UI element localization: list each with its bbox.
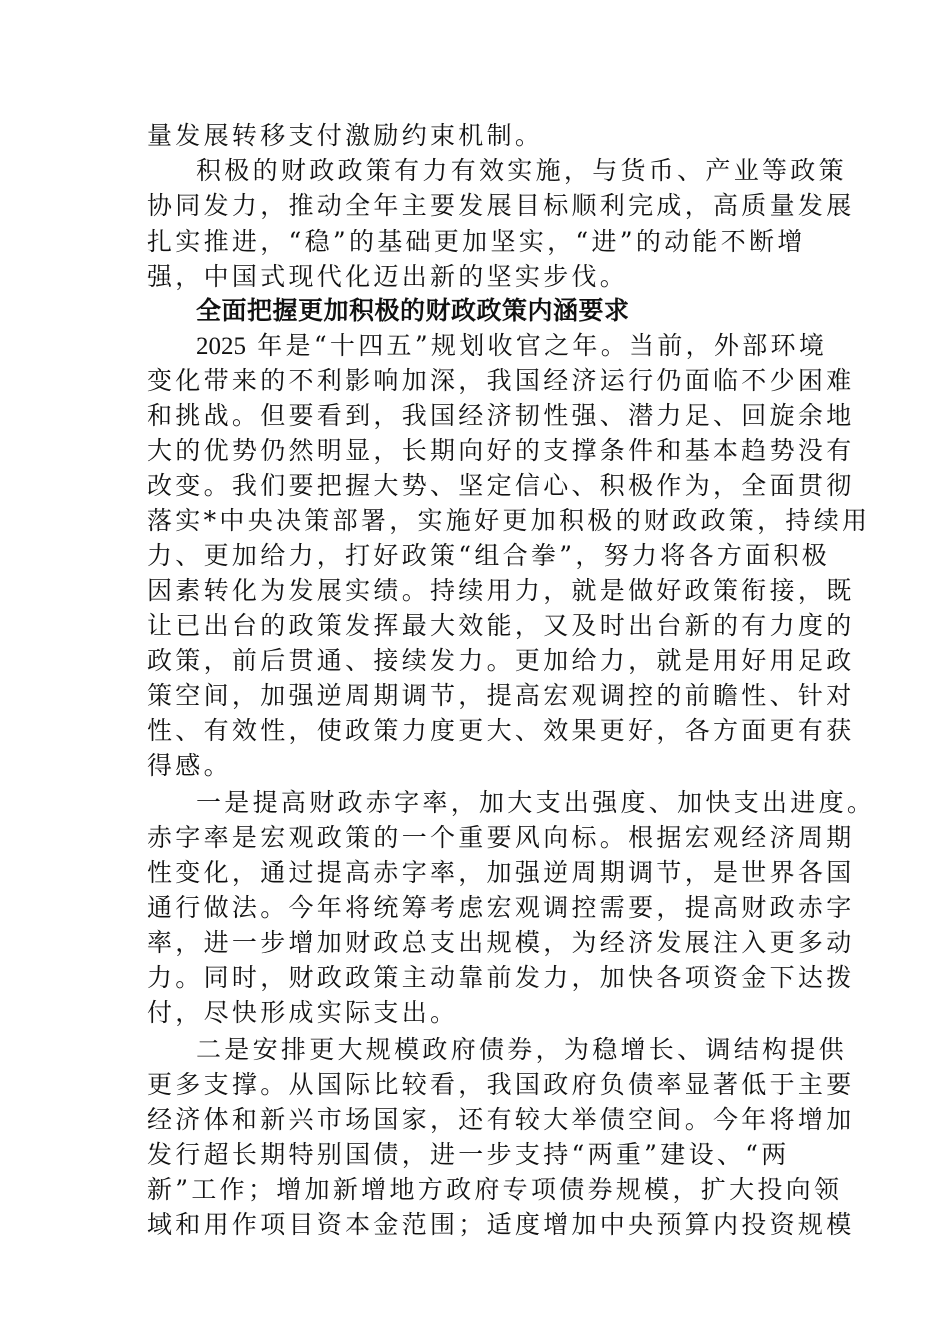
body-line: 政策，前后贯通、接续发力。更加给力，就是用好用足政 [147,646,855,675]
body-line [196,326,876,366]
body-line: 量发展转移支付激励约束机制。 [147,121,544,150]
body-line: 得感。 [147,751,232,780]
body-line: 变化带来的不利影响加深，我国经济运行仍面临不少困难 [147,366,855,395]
body-line: 更多支撑。从国际比较看，我国政府负债率显著低于主要 [147,1070,855,1099]
body-line: 大的优势仍然明显，长期向好的支撑条件和基本趋势没有 [147,436,855,465]
body-line: 协同发力，推动全年主要发展目标顺利完成，高质量发展 [147,191,855,220]
body-line: 强，中国式现代化迈出新的坚实步伐。 [147,262,629,291]
body-line: 积极的财政政策有力有效实施，与货币、产业等政策 [196,156,847,185]
body-line: 性变化，通过提高赤字率，加强逆周期调节，是世界各国 [147,858,855,887]
body-line: 力。同时，财政政策主动靠前发力，加快各项资金下达拨 [147,963,855,992]
body-line: 因素转化为发展实绩。持续用力，就是做好政策衔接，既 [147,576,855,605]
body-line: 新”工作；增加新增地方政府专项债券规模，扩大投向领 [147,1175,843,1204]
body-line: 策空间，加强逆周期调节，提高宏观调控的前瞻性、针对 [147,681,855,710]
year-number: 2025 [196,333,246,360]
body-line: 二是安排更大规模政府债券，为稳增长、调结构提供 [196,1035,847,1064]
body-line: 扎实推进，“稳”的基础更加坚实，“进”的动能不断增 [147,227,806,256]
body-line: 付，尽快形成实际支出。 [147,998,459,1027]
body-line: 落实*中央决策部署，实施好更加积极的财政政策，持续用 [147,506,871,535]
body-line: 域和用作项目资本金范围；适度增加中央预算内投资规模 [147,1210,855,1239]
body-line: 和挑战。但要看到，我国经济韧性强、潜力足、回旋余地 [147,401,855,430]
body-line: 性、有效性，使政策力度更大、效果更好，各方面更有获 [147,716,855,745]
body-line: 一是提高财政赤字率，加大支出强度、加快支出进度。 [196,788,876,817]
body-line: 率，进一步增加财政总支出规模，为经济发展注入更多动 [147,928,855,957]
body-line: 力、更加给力，打好政策“组合拳”，努力将各方面积极 [147,541,831,570]
body-line: 改变。我们要把握大势、坚定信心、积极作为，全面贯彻 [147,471,855,500]
body-line: 发行超长期特别国债，进一步支持“两重”建设、“两 [147,1140,790,1169]
body-line: 赤字率是宏观政策的一个重要风向标。根据宏观经济周期 [147,823,855,852]
body-line: 经济体和新兴市场国家，还有较大举债空间。今年将增加 [147,1105,855,1134]
body-line: 通行做法。今年将统筹考虑宏观调控需要，提高财政赤字 [147,893,855,922]
body-line: 让已出台的政策发挥最大效能，又及时出台新的有力度的 [147,611,855,640]
section-heading: 全面把握更加积极的财政政策内涵要求 [196,296,630,325]
body-line-text: 年是“十四五”规划收官之年。当前，外部环境 [257,331,828,360]
